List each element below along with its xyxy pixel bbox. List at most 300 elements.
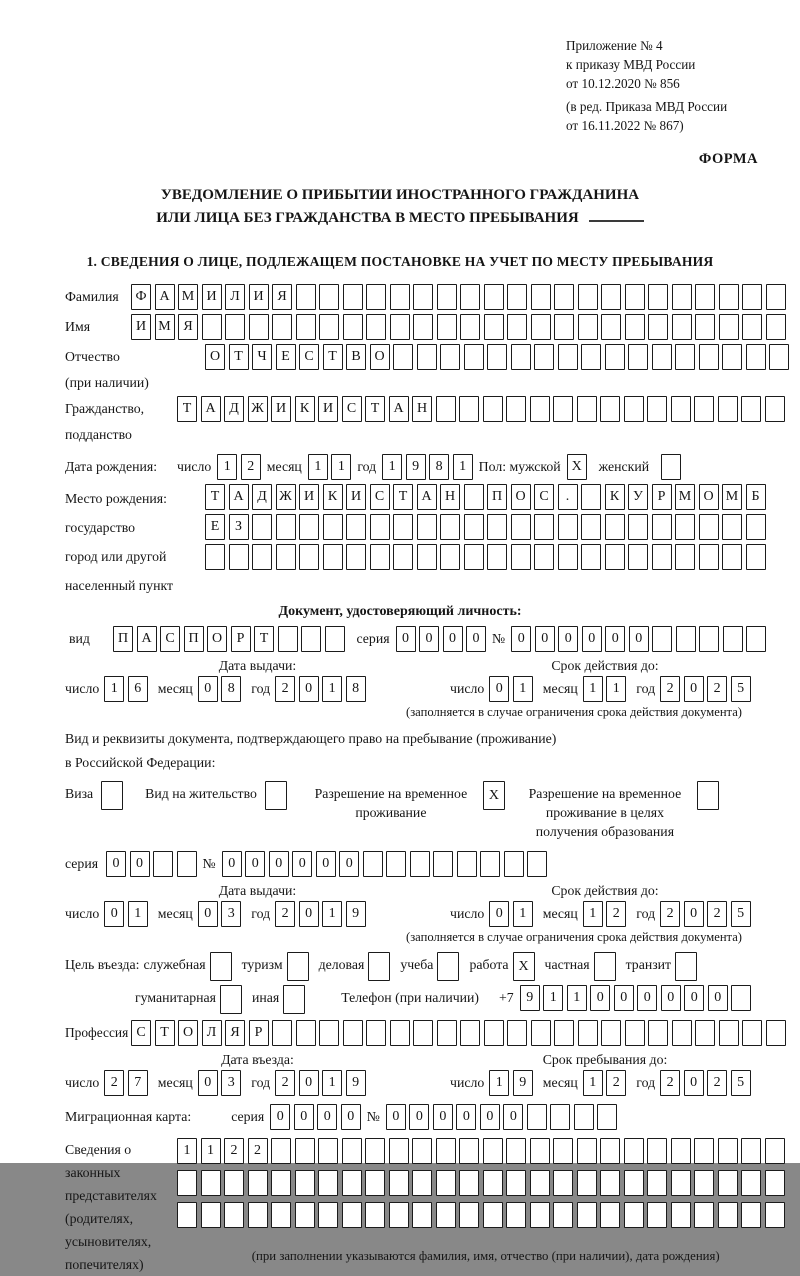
form-cell <box>480 851 500 877</box>
form-cell: 0 <box>480 1104 500 1130</box>
form-cell: С <box>160 626 180 652</box>
form-cell: Я <box>225 1020 245 1046</box>
form-cell: X <box>513 952 535 981</box>
form-cell <box>248 1202 268 1228</box>
residence-doc-series-row <box>65 851 790 877</box>
purpose-transit-label: транзит <box>625 957 672 972</box>
patronymic-row <box>65 344 790 396</box>
form-cell <box>265 781 287 810</box>
form-cell: 1 <box>583 676 603 702</box>
form-cell <box>343 314 363 340</box>
residence-issue-heading: Дата выдачи: <box>218 883 297 898</box>
entry-month-cells <box>198 1070 242 1096</box>
form-cell <box>507 284 527 310</box>
form-cell <box>205 544 225 570</box>
form-cell <box>719 314 739 340</box>
residence-valid-month-label: месяц <box>542 906 578 921</box>
residence-valid-day-cells <box>489 901 533 927</box>
form-cell <box>346 544 366 570</box>
form-cell: Т <box>229 344 249 370</box>
surname-row <box>65 284 790 310</box>
form-cell: С <box>342 396 362 422</box>
form-cell <box>276 544 296 570</box>
form-cell <box>553 1202 573 1228</box>
residence-doc-options <box>65 781 790 841</box>
form-cell <box>648 1020 668 1046</box>
form-cell: 1 <box>513 901 533 927</box>
form-cell <box>581 544 601 570</box>
purpose-private-checkbox <box>594 952 616 981</box>
form-cell <box>675 344 695 370</box>
form-cell: 0 <box>582 626 602 652</box>
form-cell <box>252 514 272 540</box>
form-cell: 0 <box>396 626 416 652</box>
residence-valid-year-cells <box>660 901 751 927</box>
entry-day-label: число <box>65 1075 100 1090</box>
form-cell <box>722 344 742 370</box>
form-cell: 5 <box>731 676 751 702</box>
birth-place-label-line4: населенный пункт <box>65 578 174 593</box>
form-cell: 2 <box>707 901 727 927</box>
citizenship-label <box>65 396 177 448</box>
form-cell: 3 <box>221 901 241 927</box>
form-cell <box>581 344 601 370</box>
issue-day-label: число <box>65 681 100 696</box>
form-cell <box>694 1202 714 1228</box>
form-cell: 1 <box>583 1070 603 1096</box>
form-cell <box>718 396 738 422</box>
form-cell <box>624 1138 644 1164</box>
form-cell <box>201 1170 221 1196</box>
form-cell <box>601 314 621 340</box>
form-cell <box>484 284 504 310</box>
form-cell <box>694 1170 714 1196</box>
legal-reps-label-line1: Сведения о <box>65 1142 132 1157</box>
form-cell <box>695 1020 715 1046</box>
form-cell: 6 <box>128 676 148 702</box>
birth-month-cells <box>308 454 352 480</box>
form-cell: К <box>295 396 315 422</box>
form-cell <box>746 344 766 370</box>
form-cell <box>530 1138 550 1164</box>
form-cell: 0 <box>316 851 336 877</box>
form-cell <box>437 952 459 981</box>
form-cell <box>741 396 761 422</box>
residence-issue-year-cells <box>275 901 366 927</box>
form-cell <box>506 1170 526 1196</box>
form-cell: Ж <box>276 484 296 510</box>
form-cell: З <box>229 514 249 540</box>
form-cell <box>386 851 406 877</box>
form-cell: И <box>131 314 151 340</box>
form-cell <box>457 851 477 877</box>
form-cell <box>628 514 648 540</box>
form-cell <box>319 314 339 340</box>
form-cell: 2 <box>248 1138 268 1164</box>
legal-reps-label-line5: усыновителях, <box>65 1234 152 1249</box>
valid-year-cells <box>660 676 751 702</box>
form-cell <box>530 1170 550 1196</box>
migration-number-label: № <box>366 1109 380 1124</box>
form-cell <box>699 514 719 540</box>
birth-place-label-line2: государство <box>65 520 136 535</box>
form-cell: М <box>675 484 695 510</box>
birth-place-row <box>65 484 790 600</box>
form-cell: 0 <box>605 626 625 652</box>
form-cell <box>581 514 601 540</box>
form-cell: Е <box>276 344 296 370</box>
legal-reps-cells-row3 <box>177 1202 785 1228</box>
form-cell <box>558 344 578 370</box>
form-cell: Т <box>155 1020 175 1046</box>
form-cell <box>507 314 527 340</box>
form-cell <box>272 1020 292 1046</box>
form-cell <box>440 514 460 540</box>
purpose-row-1 <box>65 952 790 981</box>
title-line-2: ИЛИ ЛИЦА БЕЗ ГРАЖДАНСТВА В МЕСТО ПРЕБЫВАНИЯ <box>65 207 735 230</box>
edition-line-1: (в ред. Приказа МВД России <box>566 99 728 114</box>
legal-reps-label-line2: законных <box>65 1165 121 1180</box>
surname-label: Фамилия <box>65 289 119 304</box>
form-cell <box>628 544 648 570</box>
form-cell <box>459 1138 479 1164</box>
form-cell: О <box>205 344 225 370</box>
form-cell: 2 <box>660 676 680 702</box>
form-cell: Т <box>323 344 343 370</box>
residence-valid-heading: Срок действия до: <box>551 883 659 898</box>
form-cell <box>647 1170 667 1196</box>
residence-series-cells <box>106 851 197 877</box>
legal-reps-cells-row2 <box>177 1170 785 1196</box>
phone-label: Телефон (при наличии) <box>341 990 480 1005</box>
form-cell <box>459 396 479 422</box>
form-cell: 2 <box>104 1070 124 1096</box>
birth-year-label: год <box>357 459 377 474</box>
form-cell <box>483 1202 503 1228</box>
form-cell <box>553 396 573 422</box>
form-cell: 1 <box>322 676 342 702</box>
form-cell: 9 <box>513 1070 533 1096</box>
entry-dates-row <box>65 1070 790 1096</box>
form-cell: О <box>511 484 531 510</box>
form-cell <box>675 544 695 570</box>
option-temp-residence-label: Разрешение на временное проживание <box>314 786 468 820</box>
form-cell <box>437 284 457 310</box>
form-cell: И <box>299 484 319 510</box>
form-cell <box>248 1170 268 1196</box>
form-cell <box>370 544 390 570</box>
form-cell: 9 <box>406 454 426 480</box>
profession-label: Профессия <box>65 1025 129 1040</box>
form-cell <box>210 952 232 981</box>
doc-series-cells <box>396 626 487 652</box>
form-cell: 0 <box>503 1104 523 1130</box>
form-cell: Ф <box>131 284 151 310</box>
stay-day-label: число <box>450 1075 485 1090</box>
legal-reps-cells-row1 <box>177 1138 785 1164</box>
appendix-line-2: к приказу МВД России <box>566 57 696 72</box>
form-cell <box>746 626 766 652</box>
form-cell <box>577 1202 597 1228</box>
form-cell <box>296 284 316 310</box>
sex-female-label: женский <box>598 459 650 474</box>
form-cell <box>765 1138 785 1164</box>
form-cell: М <box>722 484 742 510</box>
form-cell <box>600 1170 620 1196</box>
residence-doc-intro-2: в Российской Федерации: <box>65 755 216 770</box>
form-cell: С <box>370 484 390 510</box>
form-cell <box>487 344 507 370</box>
stay-year-cells <box>660 1070 751 1096</box>
firstname-label: Имя <box>65 319 91 334</box>
form-cell <box>271 1170 291 1196</box>
form-cell <box>624 1202 644 1228</box>
birth-place-label-line1: Место рождения: <box>65 491 167 506</box>
purpose-row-2 <box>65 985 790 1014</box>
surname-cells <box>131 284 786 310</box>
valid-year-label: год <box>636 681 656 696</box>
citizenship-cells <box>177 396 785 422</box>
form-cell: 0 <box>299 1070 319 1096</box>
form-cell <box>346 514 366 540</box>
form-cell <box>484 314 504 340</box>
form-cell <box>323 514 343 540</box>
birth-date-label: Дата рождения: <box>65 459 158 474</box>
form-cell: П <box>184 626 204 652</box>
issue-year-label: год <box>251 681 271 696</box>
form-cell <box>578 1020 598 1046</box>
form-cell: 3 <box>221 1070 241 1096</box>
form-cell <box>370 514 390 540</box>
form-cell <box>722 544 742 570</box>
birth-year-cells <box>382 454 473 480</box>
form-cell <box>318 1202 338 1228</box>
form-cell: 2 <box>707 1070 727 1096</box>
form-cell <box>675 514 695 540</box>
form-cell: Н <box>440 484 460 510</box>
option-temp-residence-checkbox <box>483 781 505 810</box>
form-cell: А <box>389 396 409 422</box>
form-cell <box>553 1138 573 1164</box>
residence-issue-month-label: месяц <box>157 906 193 921</box>
section1-heading: 1. СВЕДЕНИЯ О ЛИЦЕ, ПОДЛЕЖАЩЕМ ПОСТАНОВКЕ НА УЧЕТ ПО МЕСТУ ПРЕБЫВАНИЯ <box>86 254 714 269</box>
form-cell <box>661 454 681 480</box>
form-cell: Т <box>177 396 197 422</box>
doc-type-label: вид <box>69 631 90 646</box>
form-cell: 8 <box>429 454 449 480</box>
form-cell <box>484 1020 504 1046</box>
form-cell: X <box>483 781 505 810</box>
form-cell: 0 <box>104 901 124 927</box>
form-cell <box>652 514 672 540</box>
form-cell <box>605 344 625 370</box>
form-cell <box>506 396 526 422</box>
purpose-tourism-label: туризм <box>241 957 283 972</box>
form-cell <box>252 544 272 570</box>
form-cell <box>554 284 574 310</box>
form-cell <box>600 1138 620 1164</box>
form-cell: И <box>202 284 222 310</box>
form-cell: 0 <box>708 985 728 1011</box>
form-cell <box>531 314 551 340</box>
form-cell <box>741 1202 761 1228</box>
form-cell <box>368 952 390 981</box>
issue-month-cells <box>198 676 242 702</box>
form-cell <box>459 1170 479 1196</box>
form-cell: 0 <box>489 901 509 927</box>
birth-month-label: месяц <box>266 459 302 474</box>
issue-day-cells <box>104 676 148 702</box>
form-cell <box>319 284 339 310</box>
birth-place-cells-row1 <box>205 484 766 510</box>
residence-issue-day-cells <box>104 901 148 927</box>
form-cell: 0 <box>409 1104 429 1130</box>
doc-series-label: серия <box>356 631 390 646</box>
doc-type-cells <box>113 626 345 652</box>
form-cell <box>440 344 460 370</box>
residence-issue-day-label: число <box>65 906 100 921</box>
option-residence-permit-label: Вид на жительство <box>145 786 257 801</box>
form-cell: 1 <box>382 454 402 480</box>
option-temp-residence-education <box>521 781 719 841</box>
purpose-study-label: учеба <box>400 957 434 972</box>
form-cell: 9 <box>520 985 540 1011</box>
patronymic-cells <box>205 344 789 370</box>
form-cell: Р <box>231 626 251 652</box>
form-cell: 1 <box>177 1138 197 1164</box>
form-cell: Т <box>393 484 413 510</box>
phone-prefix: +7 <box>499 990 514 1005</box>
appendix-line-3: от 10.12.2020 № 856 <box>566 76 680 91</box>
form-cell: 0 <box>419 626 439 652</box>
form-cell: 0 <box>245 851 265 877</box>
doc-number-label: № <box>492 631 506 646</box>
form-cell <box>731 985 751 1011</box>
form-cell <box>390 1020 410 1046</box>
form-cell <box>652 344 672 370</box>
form-cell <box>699 626 719 652</box>
form-cell <box>393 544 413 570</box>
appendix-block <box>65 36 790 135</box>
form-cell <box>695 284 715 310</box>
form-cell: 0 <box>629 626 649 652</box>
form-cell <box>600 1202 620 1228</box>
form-cell: 0 <box>269 851 289 877</box>
purpose-service-checkbox <box>210 952 232 981</box>
migration-series-label: серия <box>231 1109 265 1124</box>
form-cell: 0 <box>299 901 319 927</box>
form-cell: 9 <box>346 1070 366 1096</box>
form-cell <box>464 514 484 540</box>
form-cell <box>459 1202 479 1228</box>
form-cell: 1 <box>322 901 342 927</box>
form-cell <box>436 1138 456 1164</box>
birth-date-row <box>65 454 790 480</box>
form-cell <box>697 781 719 810</box>
form-cell: 0 <box>466 626 486 652</box>
identity-doc-dates-row <box>65 676 790 702</box>
form-cell <box>601 1020 621 1046</box>
form-cell <box>504 851 524 877</box>
form-cell: У <box>628 484 648 510</box>
form-cell: 0 <box>456 1104 476 1130</box>
form-cell: 2 <box>275 1070 295 1096</box>
form-cell <box>507 1020 527 1046</box>
form-cell <box>413 1020 433 1046</box>
restriction-note-2: (заполняется в случае ограничения срока действия документа) <box>406 930 742 944</box>
form-cell: 8 <box>346 676 366 702</box>
legal-reps-label-line4: (родителях, <box>65 1211 134 1226</box>
form-cell <box>550 1104 570 1130</box>
form-cell <box>577 1138 597 1164</box>
purpose-other-checkbox <box>283 985 305 1014</box>
form-cell <box>719 1020 739 1046</box>
form-cell <box>295 1170 315 1196</box>
entry-year-cells <box>275 1070 366 1096</box>
form-cell <box>647 396 667 422</box>
form-cell <box>530 396 550 422</box>
form-cell <box>553 1170 573 1196</box>
form-cell <box>271 1202 291 1228</box>
form-cell <box>648 314 668 340</box>
residence-issue-year-label: год <box>251 906 271 921</box>
residence-doc-date-headings <box>65 883 790 899</box>
form-cell <box>365 1170 385 1196</box>
form-cell <box>742 1020 762 1046</box>
form-cell <box>366 314 386 340</box>
form-cell <box>605 514 625 540</box>
issue-month-label: месяц <box>157 681 193 696</box>
citizenship-label-line2: подданство <box>65 427 132 442</box>
form-cell: И <box>346 484 366 510</box>
form-cell: 1 <box>217 454 237 480</box>
profession-row <box>65 1020 790 1046</box>
form-cell <box>487 544 507 570</box>
form-cell <box>531 1020 551 1046</box>
form-cell <box>578 284 598 310</box>
issue-date-heading: Дата выдачи: <box>218 658 297 673</box>
migration-card-label: Миграционная карта: <box>65 1109 192 1124</box>
purpose-study-checkbox <box>437 952 459 981</box>
form-cell <box>440 544 460 570</box>
form-cell: 0 <box>317 1104 337 1130</box>
form-cell <box>600 396 620 422</box>
valid-month-label: месяц <box>542 681 578 696</box>
identity-doc-heading: Документ, удостоверяющий личность: <box>278 604 522 619</box>
identity-doc-type-row <box>65 626 790 652</box>
form-cell <box>283 985 305 1014</box>
form-cell <box>718 1170 738 1196</box>
form-cell: К <box>605 484 625 510</box>
form-cell: 0 <box>637 985 657 1011</box>
form-cell: 0 <box>684 1070 704 1096</box>
stay-year-label: год <box>636 1075 656 1090</box>
form-cell <box>365 1138 385 1164</box>
form-cell <box>647 1202 667 1228</box>
residence-valid-day-label: число <box>450 906 485 921</box>
form-cell <box>672 1020 692 1046</box>
form-cell <box>201 1202 221 1228</box>
form-cell: 2 <box>275 901 295 927</box>
form-cell <box>437 314 457 340</box>
title-line-1: УВЕДОМЛЕНИЕ О ПРИБЫТИИ ИНОСТРАННОГО ГРАЖДАНИНА <box>160 187 640 203</box>
form-cell: 0 <box>299 676 319 702</box>
form-cell: Т <box>365 396 385 422</box>
form-cell <box>594 952 616 981</box>
form-cell <box>413 284 433 310</box>
form-cell <box>153 851 173 877</box>
form-cell <box>578 314 598 340</box>
